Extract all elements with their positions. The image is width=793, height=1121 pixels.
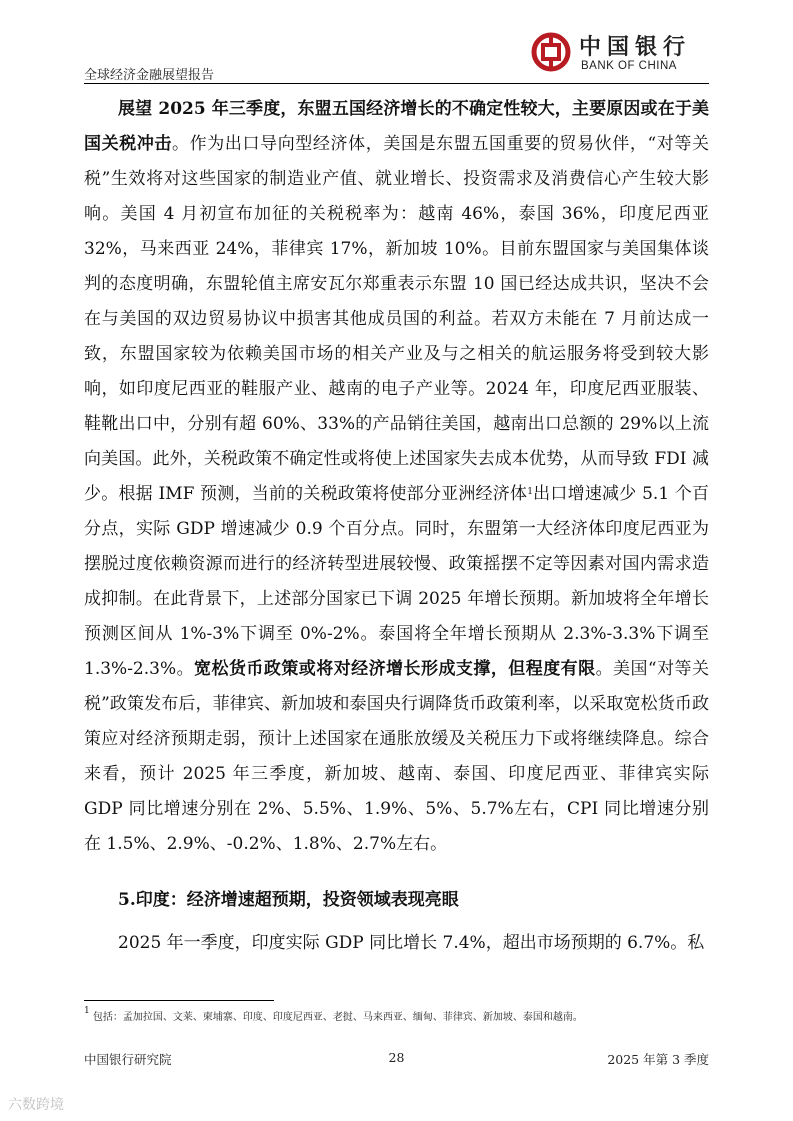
footer-period: 2025 年第 3 季度 — [607, 1052, 709, 1067]
monetary-policy-key-point: 宽松货币政策或将对经济增长形成支撑，但程度有限 — [194, 659, 596, 679]
report-title: 全球经济金融展望报告 — [84, 68, 215, 83]
report-body — [84, 92, 709, 961]
section-heading-india: 5.印度：经济增速超预期，投资领域表现亮眼 — [118, 890, 459, 910]
footnote-text: 包括：孟加拉国、文莱、柬埔寨、印度、印度尼西亚、老挝、马来西亚、缅甸、菲律宾、新加坡、泰国和越南。 — [89, 1012, 583, 1023]
asean-key-point: 展望 2025 年三季度，东盟五国经济增长的不确定性较大，主要原因或在于美国关税冲击 — [84, 99, 709, 154]
asean-text-b: 出口增速减少 5.1 个百分点，实际 GDP 增速减少 0.9 个百分点。同时，东盟第一大经济体印度尼西亚为摆脱过度依赖资源而进行的经济转型进展较慢、政策摇摆不定等因素对国内需求造成抑制。在此背景下，上述部分国家已下调 2025 年增长预期。新加坡将全年增长预测区间从 1%-3%下调至 0%-2%。泰国将全年增长预期从 2.3%-3.3%下调至 1.3%-2.3%。 — [84, 484, 709, 679]
footnote-divider — [84, 1000, 274, 1001]
page-header — [84, 28, 709, 84]
footer-institute: 中国银行研究院 — [84, 1052, 172, 1067]
asean-paragraph — [84, 92, 709, 862]
header-divider — [84, 83, 709, 84]
asean-text-c: 。美国“对等关税”政策发布后，菲律宾、新加坡和泰国央行调降货币政策利率，以采取宽松货币政策应对经济预期走弱，预计上述国家在通胀放缓及关税压力下或将继续降息。综合来看，预计 2025 年三季度，新加坡、越南、泰国、印度尼西亚、菲律宾实际 GDP 同比增速分别在 2%、5.5%、1.9%、5%、5.7%左右，CPI 同比增速分别在 1.5%、2.9%、-0.2%、1.8%、2.7%左右。 — [84, 659, 709, 854]
footnote-reference[interactable]: 1 — [527, 487, 533, 497]
footnote-number: 1 — [84, 1006, 90, 1016]
logo-chinese-name: 中国银行 — [579, 34, 692, 60]
footnote — [84, 1008, 724, 1023]
bank-logo — [529, 28, 709, 78]
india-paragraph: 2025 年一季度，印度实际 GDP 同比增长 7.4%，超出市场预期的 6.7%。私 — [118, 933, 705, 953]
page-number: 28 — [388, 1050, 405, 1065]
logo-english-name: BANK OF CHINA — [581, 60, 677, 72]
asean-text-a: 。作为出口导向型经济体，美国是东盟五国重要的贸易伙伴，“对等关税”生效将对这些国家的制造业产值、就业增长、投资需求及消费信心产生较大影响。美国 4 月初宣布加征的关税税率为：越南 46%，泰国 36%，印度尼西亚 32%，马来西亚 24%，菲律宾 17%，新加坡 10%。目前东盟国家与美国集体谈判的态度明确，东盟轮值主席安瓦尔郑重表示东盟 10 国已经达成共识，坚决不会在与美国的双边贸易协议中损害其他成员国的利益。若双方未能在 7 月前达成一致，东盟国家较为依赖美国市场的相关产业及与之相关的航运服务将受到较大影响，如印度尼西亚的鞋服产业、越南的电子产业等。2024 年，印度尼西亚服装、鞋靴出口中，分别有超 60%、33%的产品销往美国，越南出口总额的 29%以上流向美国。此外，关税政策不确定性或将使上述国家失去成本优势，从而导致 FDI 减少。根据 IMF 预测，当前的关税政策将使部分亚洲经济体 — [84, 134, 709, 504]
bank-of-china-logo-icon — [531, 32, 571, 72]
watermark: 六数跨境 — [8, 1097, 64, 1113]
